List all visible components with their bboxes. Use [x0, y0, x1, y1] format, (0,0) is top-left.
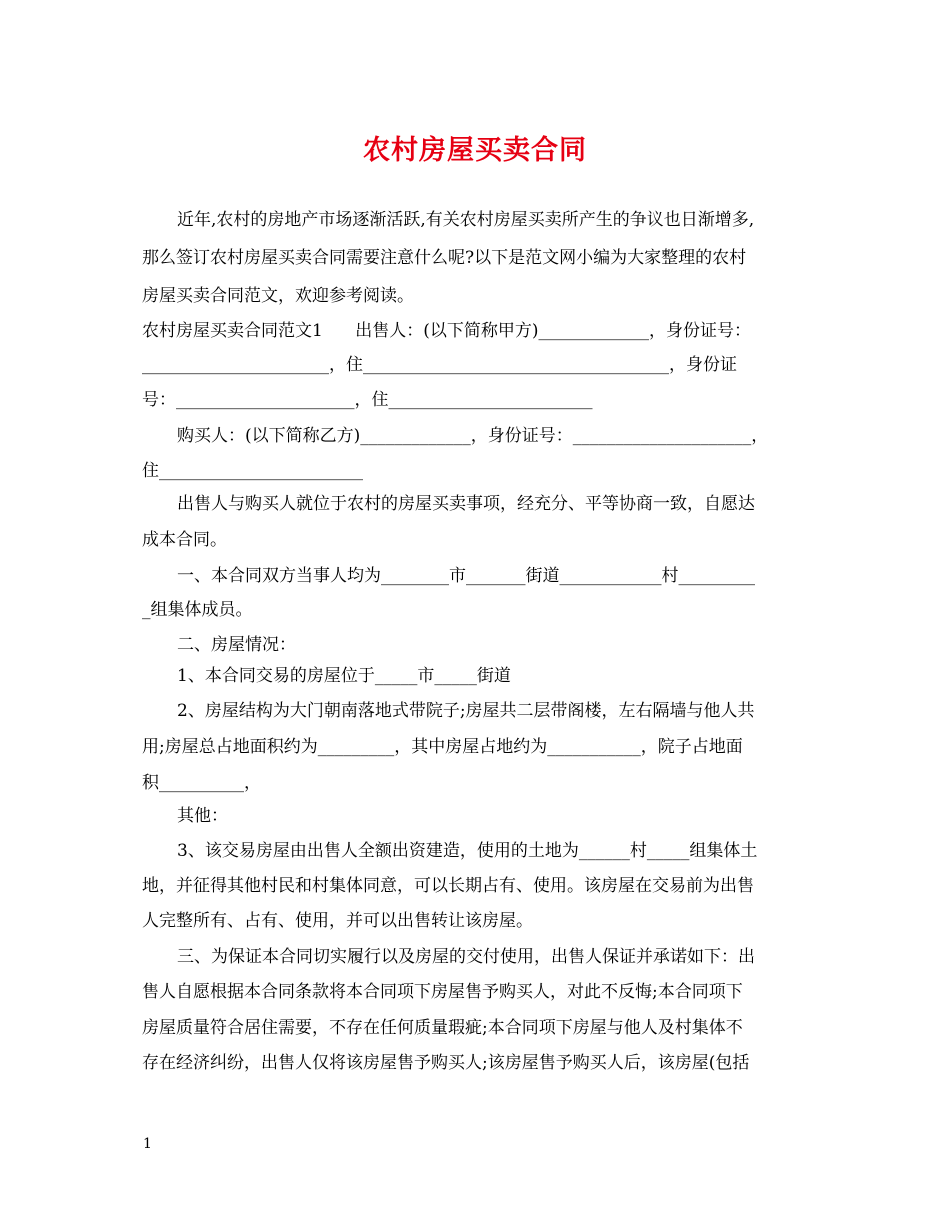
paragraph-line: 地，并征得其他村民和村集体同意，可以长期占有、使用。该房屋在交易前为出售 — [142, 876, 754, 896]
document-title: 农村房屋买卖合同 — [363, 135, 587, 166]
paragraph-line: 成本合同。 — [142, 530, 227, 550]
paragraph-line: 一、本合同双方当事人均为________市_______街道____________村_________ — [177, 566, 755, 586]
paragraph-line: 二、房屋情况： — [177, 635, 296, 655]
paragraph-line: 那么签订农村房屋买卖合同需要注意什么呢?以下是范文网小编为大家整理的农村 — [142, 248, 747, 268]
paragraph-line: 2、房屋结构为大门朝南落地式带院子;房屋共二层带阁楼，左右隔墙与他人共 — [177, 701, 755, 721]
paragraph-line: 售人自愿根据本合同条款将本合同项下房屋售予购买人，对此不反悔;本合同项下 — [142, 982, 743, 1002]
paragraph-line: 住________________________ — [142, 461, 363, 481]
paragraph-line: ______________________，住____________________________________，身份证 — [142, 355, 737, 375]
paragraph-line: 用;房屋总占地面积约为_________，其中房屋占地约为___________，院子占地面 — [142, 737, 743, 757]
paragraph-line: 人完整所有、占有、使用，并可以出售转让该房屋。 — [142, 911, 533, 931]
paragraph-line: 近年,农村的房地产市场逐渐活跃,有关农村房屋买卖所产生的争议也日渐增多, — [177, 210, 755, 230]
paragraph-line: _组集体成员。 — [142, 600, 253, 620]
paragraph-line: 农村房屋买卖合同范文1 出售人：(以下简称甲方)_____________，身份证号： — [142, 321, 752, 341]
paragraph-line: 3、该交易房屋由出售人全额出资建造，使用的土地为______村_____组集体土 — [177, 841, 758, 861]
paragraph-line: 房屋质量符合居住需要，不存在任何质量瑕疵;本合同项下房屋与他人及村集体不 — [142, 1018, 743, 1038]
paragraph-line: 积__________， — [142, 773, 261, 793]
paragraph-line: 购买人：(以下简称乙方)_____________，身份证号：_____________________， — [177, 426, 769, 446]
paragraph-line: 出售人与购买人就位于农村的房屋买卖事项，经充分、平等协商一致，自愿达 — [177, 494, 755, 514]
paragraph-line: 三、为保证本合同切实履行以及房屋的交付使用，出售人保证并承诺如下：出 — [177, 947, 755, 967]
paragraph-line: 其他： — [177, 806, 228, 826]
page-number: 1 — [143, 1136, 152, 1152]
paragraph-line: 房屋买卖合同范文，欢迎参考阅读。 — [142, 286, 414, 306]
paragraph-line: 1、本合同交易的房屋位于_____市_____街道 — [177, 666, 511, 686]
paragraph-line: 号：_____________________，住________________________ — [142, 390, 593, 410]
paragraph-line: 存在经济纠纷，出售人仅将该房屋售予购买人;该房屋售予购买人后，该房屋(包括 — [142, 1053, 750, 1073]
